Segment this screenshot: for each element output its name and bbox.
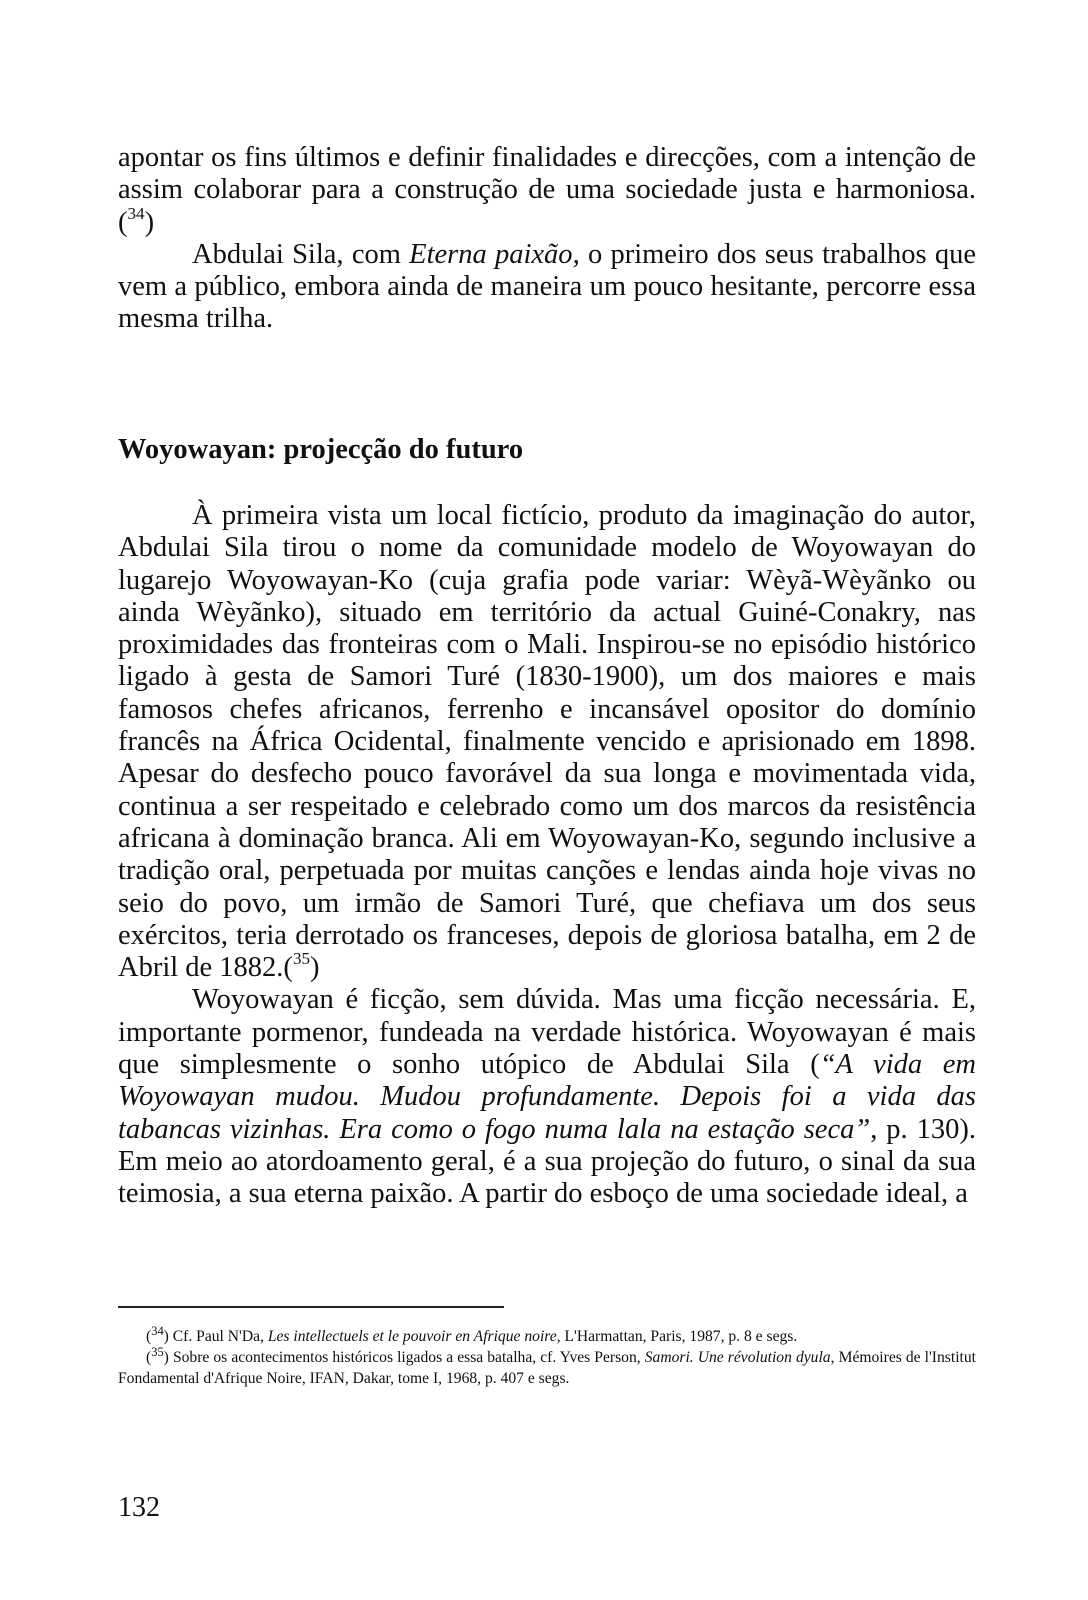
footnote-paren: ) xyxy=(163,1328,173,1345)
paragraph-text: ) xyxy=(144,206,155,238)
footnote-title-italic: Samori. Une révolution dyula xyxy=(644,1349,831,1366)
body-text-main xyxy=(118,500,976,1211)
footnote-paren: ( xyxy=(146,1349,152,1366)
footnote-text: , Mémoires de l'Institut Fondamental d'Afrique Noire, IFAN, Dakar, tome I, 1968, p. 407 e segs. xyxy=(118,1349,976,1387)
paragraph-woyowayan xyxy=(118,500,976,984)
paragraph-sila xyxy=(118,239,976,336)
footnote-ref-34: 34 xyxy=(127,203,145,223)
paragraph-text: ) xyxy=(310,952,320,984)
footnote-text: Sobre os acontecimentos históricos ligados a essa batalha, cf. Yves Person, xyxy=(172,1349,645,1366)
paragraph-text: apontar os fins últimos e definir finalidades e direcções, com a intenção de assim colaborar para a construção de uma sociedade justa e harmoniosa.( xyxy=(118,142,976,238)
footnote-paren: ) xyxy=(163,1349,173,1366)
body-text-top xyxy=(118,142,976,336)
section-title: Woyowayan: projecção do futuro xyxy=(118,434,524,465)
paragraph-text: , o primeiro dos seus trabalhos que vem a público, embora ainda de maneira um pouco hesitante, percorre essa mesma trilha. xyxy=(118,238,976,335)
footnote-35 xyxy=(118,1344,976,1389)
footnote-number: 34 xyxy=(151,1323,164,1338)
footnote-text: Cf. Paul N'Da, xyxy=(172,1328,268,1345)
footnote-title-italic: Les intellectuels et le pouvoir en Afrique noire xyxy=(267,1328,557,1345)
footnote-34 xyxy=(118,1323,976,1347)
footnote-ref-35: 35 xyxy=(292,949,311,969)
footnotes xyxy=(118,1323,976,1389)
paragraph-text: À primeira vista um local fictício, produto da imaginação do autor, Abdulai Sila tirou o nome da comunidade modelo de Woyowayan do lugarejo Woyowayan-Ko (cuja grafia pode variar: Wèyã-Wèyãnko ou ainda Wèyãnko), situado em território da actual Guiné-Conakry, nas proximidades das fronteiras com o Mali. Inspirou-se no episódio histórico ligado à gesta de Samori Turé (1830-1900), um dos maiores e mais famosos chefes africanos, ferrenho e incansável opositor do domínio francês na África Ocidental, finalmente vencido e aprisionado em 1898. Apesar do desfecho pouco favorável da sua longa e movimentada vida, continua a ser respeitado e celebrado como um dos marcos da resistência africana à dominação branca. Ali em Woyowayan-Ko, segundo inclusive a tradição oral, perpetuada por muitas canções e lendas ainda hoje vivas no seio do povo, um irmão de Samori Turé, que chefiava um dos seus exércitos, teria derrotado os franceses, depois de gloriosa batalha, em 2 de Abril de 1882.( xyxy=(118,500,976,984)
footnote-paren: ( xyxy=(146,1328,152,1345)
paragraph-text: Woyowayan é ficção, sem dúvida. Mas uma ficção necessária. E, importante pormenor, fundeada na verdade histórica. Woyowayan é mais que simplesmente o sonho utópico de Abdulai Sila ( xyxy=(118,984,976,1081)
footnote-divider xyxy=(118,1306,504,1308)
paragraph-text: Abdulai Sila, com xyxy=(192,238,410,270)
page-number: 132 xyxy=(118,1492,160,1523)
footnote-text: , L'Harmattan, Paris, 1987, p. 8 e segs. xyxy=(556,1328,798,1345)
paragraph-text: , p. 130). Em meio ao atordoamento geral, é a sua projeção do futuro, o sinal da sua teimosia, a sua eterna paixão. A partir do esboço de uma sociedade ideal, a xyxy=(118,1113,976,1210)
quote-italic: “A vida em Woyowayan mudou. Mudou profundamente. Depois foi a vida das tabancas vizinhas. Era como o fogo numa lala na estação seca” xyxy=(118,1049,977,1145)
paragraph-continuation xyxy=(118,142,976,239)
paragraph-fiction xyxy=(118,984,976,1210)
book-title-italic: Eterna paixão xyxy=(409,238,573,270)
footnote-number: 35 xyxy=(151,1344,164,1359)
